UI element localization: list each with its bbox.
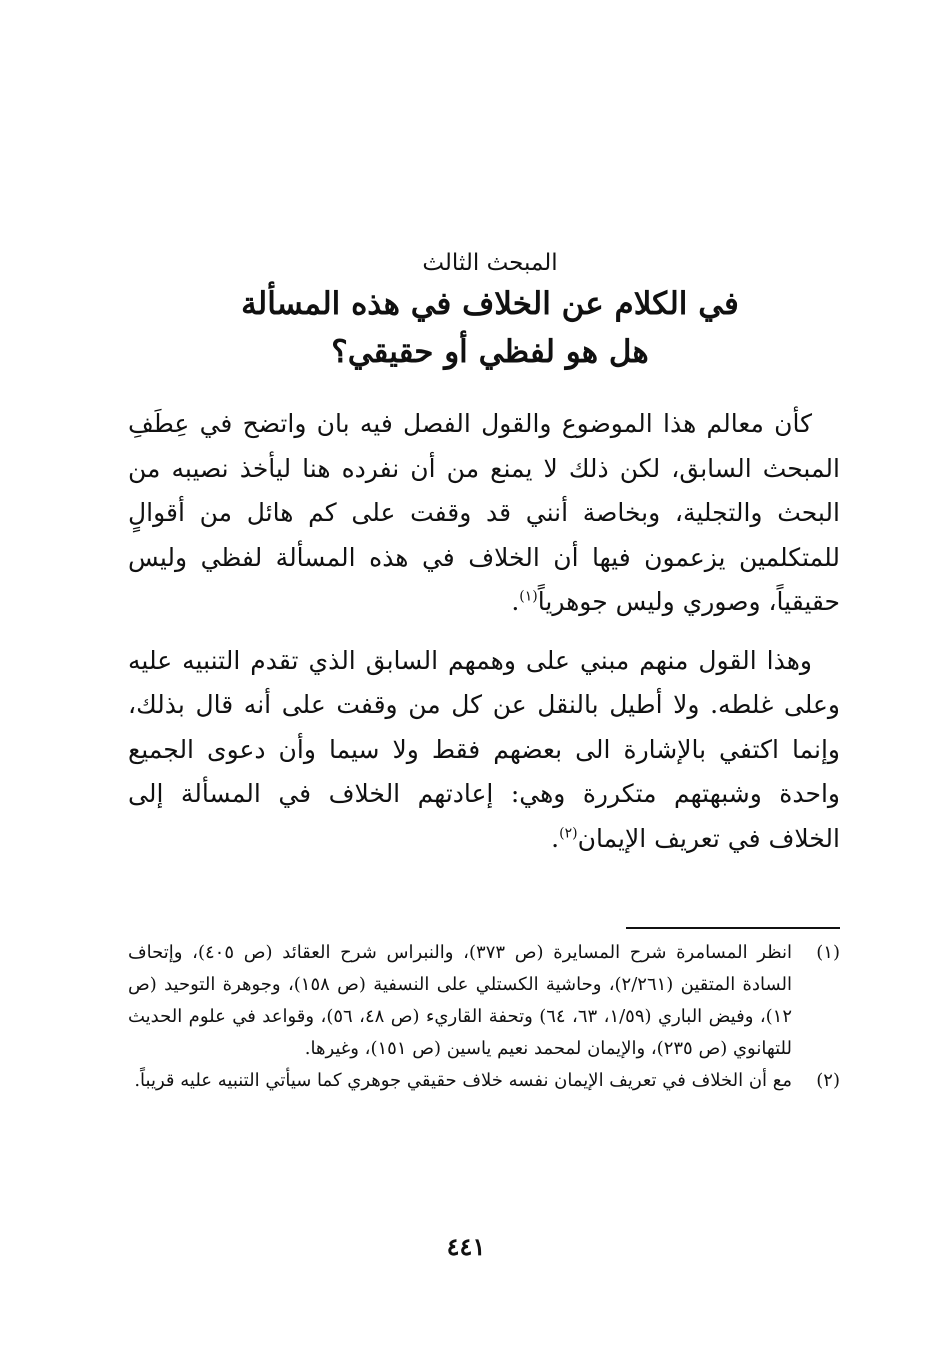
footnote-1-number: (١) bbox=[816, 942, 840, 963]
footnote-ref-2: (٢) bbox=[559, 825, 578, 842]
footnote-2 bbox=[128, 1065, 840, 1097]
footnote-2-text: مع أن الخلاف في تعريف الإيمان نفسه خلاف حقيقي جوهري كما سيأتي التنبيه عليه قريباً. bbox=[134, 1070, 792, 1091]
chapter-label: المبحث الثالث bbox=[422, 250, 558, 276]
paragraph-1-text: كأن معالم هذا الموضوع والقول الفصل فيه بان واتضح في عِطَفِ المبحث السابق، لكن ذلك لا يمنع من أن نفرده هنا ليأخذ نصيبه من البحث والتجلية، وبخاصة أنني قد وقفت على كم هائل من أقوالٍ للمتكلمين يزعمون فيها أن الخلاف في هذه المسألة لفظي وليس حقيقياً، وصوري وليس جوهرياً bbox=[128, 409, 840, 616]
section-title-line-2: هل هو لفظي أو حقيقي؟ bbox=[331, 334, 649, 370]
paragraph-2 bbox=[128, 639, 840, 862]
page-number: ٤٤١ bbox=[446, 1232, 486, 1261]
paragraph-1 bbox=[128, 402, 840, 625]
footnote-ref-1: (١) bbox=[519, 588, 538, 605]
paragraph-2-end: . bbox=[551, 823, 560, 853]
footnote-2-number: (٢) bbox=[816, 1070, 840, 1091]
footnotes bbox=[128, 937, 840, 1097]
section-heading bbox=[130, 246, 850, 376]
main-text bbox=[128, 402, 840, 861]
paragraph-1-end: . bbox=[511, 587, 520, 616]
paragraph-2-text: وهذا القول منهم مبني على وهمهم السابق الذي تقدم التنبيه عليه وعلى غلطه. ولا أطيل بالنقل عن كل من وقفت على أنه قال بذلك، وإنما اكتفي بالإشارة الى بعضهم فقط ولا سيما وأن دعوى الجميع واحدة وشبهتهم متكررة وهي: إعادتهم الخلاف في المسألة إلى الخلاف في تعريف الإيمان bbox=[128, 645, 840, 853]
footnote-1 bbox=[128, 937, 840, 1065]
section-title-line-1: في الكلام عن الخلاف في هذه المسألة bbox=[241, 286, 739, 322]
footnote-1-text: انظر المسامرة شرح المسايرة (ص ٣٧٣)، والنبراس شرح العقائد (ص ٤٠٥)، وإتحاف السادة المتقين (٢/٢٦١)، وحاشية الكستلي على النسفية (ص ١٥٨)، وجوهرة التوحيد (ص ١٢)، وفيض الباري (١/٥٩، ٦٣، ٦٤) وتحفة القاريء (ص ٤٨، ٥٦)، وقواعد في علوم الحديث للتهانوي (ص ٢٣٥)، والإيمان لمحمد نعيم ياسين (ص ١٥١)، وغيرها. bbox=[128, 942, 793, 1059]
footnote-separator bbox=[626, 927, 840, 929]
